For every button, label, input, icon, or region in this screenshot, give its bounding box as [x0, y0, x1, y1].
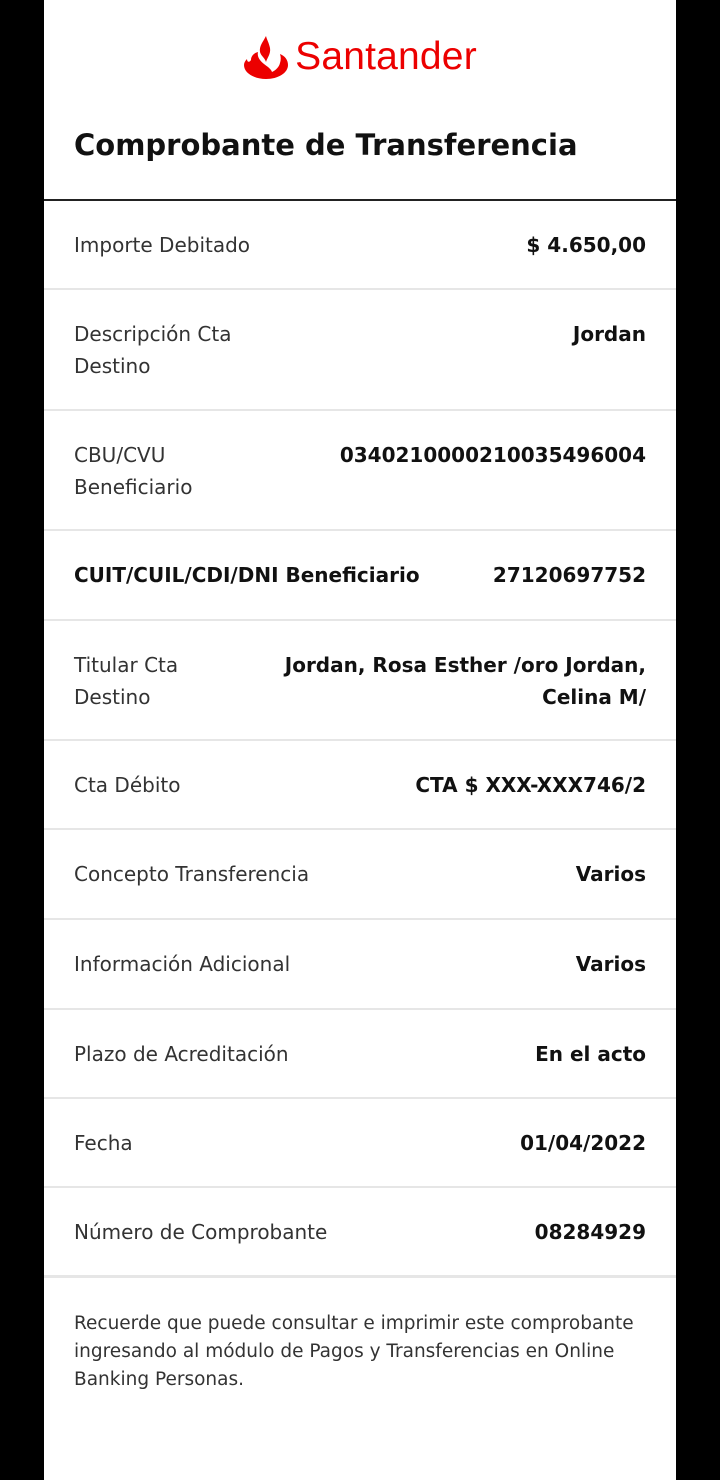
row-importe-debitado — [44, 201, 676, 290]
row-label-line2: Destino — [74, 685, 151, 709]
row-descripcion-cta-destino — [44, 290, 676, 411]
row-informacion-adicional — [44, 920, 676, 1010]
row-value: Varios — [575, 952, 646, 976]
santander-logo — [44, 26, 676, 88]
row-label-line2: Destino — [74, 354, 151, 378]
brand-name: Santander — [295, 35, 477, 78]
row-value: Varios — [575, 862, 646, 886]
row-plazo-de-acreditacion — [44, 1010, 676, 1099]
row-value: 0340210000210035496004 — [339, 443, 646, 467]
row-cbu-cvu-beneficiario — [44, 411, 676, 531]
row-label-line2: Beneficiario — [74, 475, 193, 499]
footer-note: Recuerde que puede consultar e imprimir este comprobante ingresando al módulo de Pagos y Transferencias en Online Banking Personas. — [74, 1313, 634, 1390]
row-titular-cta-destino — [44, 621, 676, 741]
details-list — [44, 201, 676, 1278]
row-fecha — [44, 1099, 676, 1188]
row-value: $ 4.650,00 — [526, 233, 646, 257]
row-concepto-transferencia — [44, 830, 676, 920]
row-label: Número de Comprobante — [74, 1220, 328, 1244]
row-label: Concepto Transferencia — [74, 862, 310, 886]
row-label: CBU/CVU — [74, 443, 166, 467]
row-label: Titular Cta — [74, 653, 179, 677]
receipt — [44, 0, 676, 1480]
row-label: Importe Debitado — [74, 233, 251, 257]
row-label: Cta Débito — [74, 773, 181, 797]
row-value: 08284929 — [534, 1220, 646, 1244]
row-value: Jordan — [572, 322, 646, 346]
row-label: Descripción Cta — [74, 322, 232, 346]
santander-flame-icon — [243, 34, 289, 80]
row-cta-debito — [44, 741, 676, 830]
page-title: Comprobante de Transferencia — [74, 128, 578, 162]
row-cuit-beneficiario — [44, 531, 676, 621]
row-value: En el acto — [535, 1042, 646, 1066]
row-value: 01/04/2022 — [520, 1131, 646, 1155]
row-label: Información Adicional — [74, 952, 291, 976]
row-value: 27120697752 — [492, 563, 646, 587]
row-label: CUIT/CUIL/CDI/DNI Beneficiario — [74, 563, 420, 587]
row-label: Plazo de Acreditación — [74, 1042, 289, 1066]
row-value: Jordan, Rosa Esther /oro Jordan, — [284, 653, 646, 677]
row-value-line2: Celina M/ — [542, 685, 646, 709]
row-value: CTA $ XXX-XXX746/2 — [415, 773, 646, 797]
row-numero-de-comprobante — [44, 1188, 676, 1278]
row-label: Fecha — [74, 1131, 133, 1155]
